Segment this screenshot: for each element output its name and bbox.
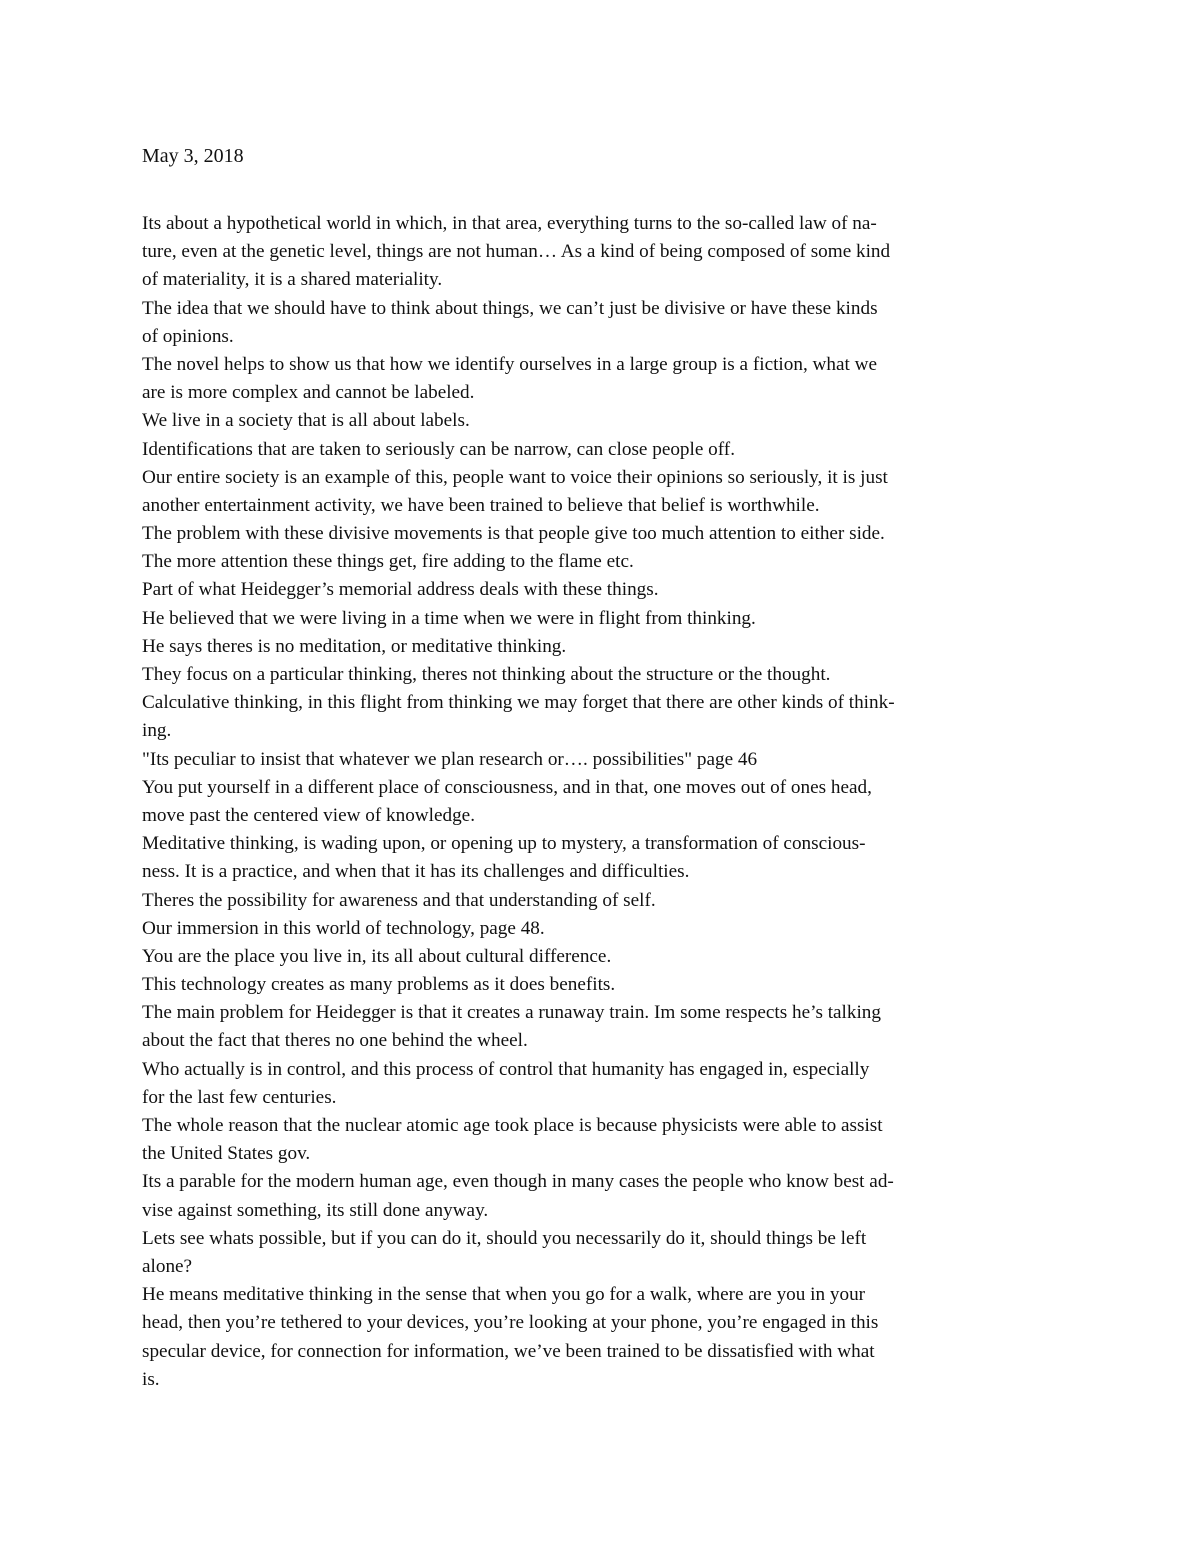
text-line: Who actually is in control, and this process of control that humanity has engaged in, especially — [142, 1058, 870, 1080]
text-line: He means meditative thinking in the sense that when you go for a walk, where are you in your — [142, 1284, 866, 1306]
text-line: Identifications that are taken to seriously can be narrow, can close people off. — [142, 438, 735, 460]
text-line: This technology creates as many problems as it does benefits. — [142, 974, 616, 996]
text-line: vise against something, its still done anyway. — [142, 1199, 489, 1221]
text-line: The novel helps to show us that how we identify ourselves in a large group is a fiction, what we — [142, 353, 878, 375]
text-line: You put yourself in a different place of consciousness, and in that, one moves out of ones head, — [142, 776, 872, 798]
text-line: Calculative thinking, in this flight from thinking we may forget that there are other kinds of think- — [142, 692, 895, 714]
text-line: Part of what Heidegger’s memorial address deals with these things. — [142, 579, 659, 601]
text-line: alone? — [142, 1255, 193, 1277]
text-line: of opinions. — [142, 325, 234, 347]
text-line: The more attention these things get, fire adding to the flame etc. — [142, 551, 634, 573]
document-date: May 3, 2018 — [142, 145, 244, 167]
text-line: the United States gov. — [142, 1143, 311, 1165]
text-line: Lets see whats possible, but if you can do it, should you necessarily do it, should things be left — [142, 1227, 867, 1249]
text-line: "Its peculiar to insist that whatever we plan research or…. possibilities" page 46 — [142, 748, 758, 770]
text-line: ing. — [142, 720, 172, 742]
text-line: about the fact that theres no one behind the wheel. — [142, 1030, 528, 1052]
text-line: The problem with these divisive movements is that people give too much attention to either side. — [142, 523, 885, 545]
text-line: They focus on a particular thinking, theres not thinking about the structure or the thought. — [142, 664, 831, 685]
text-line: You are the place you live in, its all about cultural difference. — [142, 945, 612, 967]
text-line: another entertainment activity, we have been trained to believe that belief is worthwhile. — [142, 494, 820, 516]
text-line: is. — [142, 1368, 160, 1390]
text-line: He believed that we were living in a time when we were in flight from thinking. — [142, 607, 756, 629]
text-line: Our entire society is an example of this, people want to voice their opinions so seriously, it is just — [142, 466, 888, 488]
text-line: ture, even at the genetic level, things are not human… As a kind of being composed of some kind — [142, 241, 891, 263]
text-line: We live in a society that is all about labels. — [142, 410, 470, 432]
text-line: head, then you’re tethered to your devices, you’re looking at your phone, you’re engaged in this — [142, 1312, 879, 1334]
text-line: He says theres is no meditation, or meditative thinking. — [142, 635, 567, 657]
text-line: specular device, for connection for information, we’ve been trained to be dissatisfied with what — [142, 1340, 875, 1362]
text-line: move past the centered view of knowledge. — [142, 804, 475, 826]
text-line: for the last few centuries. — [142, 1086, 337, 1108]
text-line: The idea that we should have to think about things, we can’t just be divisive or have these kinds — [142, 297, 878, 319]
text-line: The main problem for Heidegger is that it creates a runaway train. Im some respects he’s talking — [142, 1002, 881, 1024]
text-line: of materiality, it is a shared materiality. — [142, 269, 443, 291]
text-line: Its a parable for the modern human age, even though in many cases the people who know best ad- — [142, 1171, 894, 1193]
text-line: The whole reason that the nuclear atomic age took place is because physicists were able to assist — [142, 1115, 883, 1136]
text-line: Our immersion in this world of technology, page 48. — [142, 917, 545, 939]
text-line: Meditative thinking, is wading upon, or opening up to mystery, a transformation of conscious- — [142, 833, 866, 855]
document-body — [142, 210, 1062, 1394]
text-line: Its about a hypothetical world in which, in that area, everything turns to the so-called law of na- — [142, 213, 877, 234]
text-line: ness. It is a practice, and when that it has its challenges and difficulties. — [142, 861, 690, 883]
text-line: are is more complex and cannot be labeled. — [142, 382, 475, 404]
text-line: Theres the possibility for awareness and that understanding of self. — [142, 889, 656, 911]
